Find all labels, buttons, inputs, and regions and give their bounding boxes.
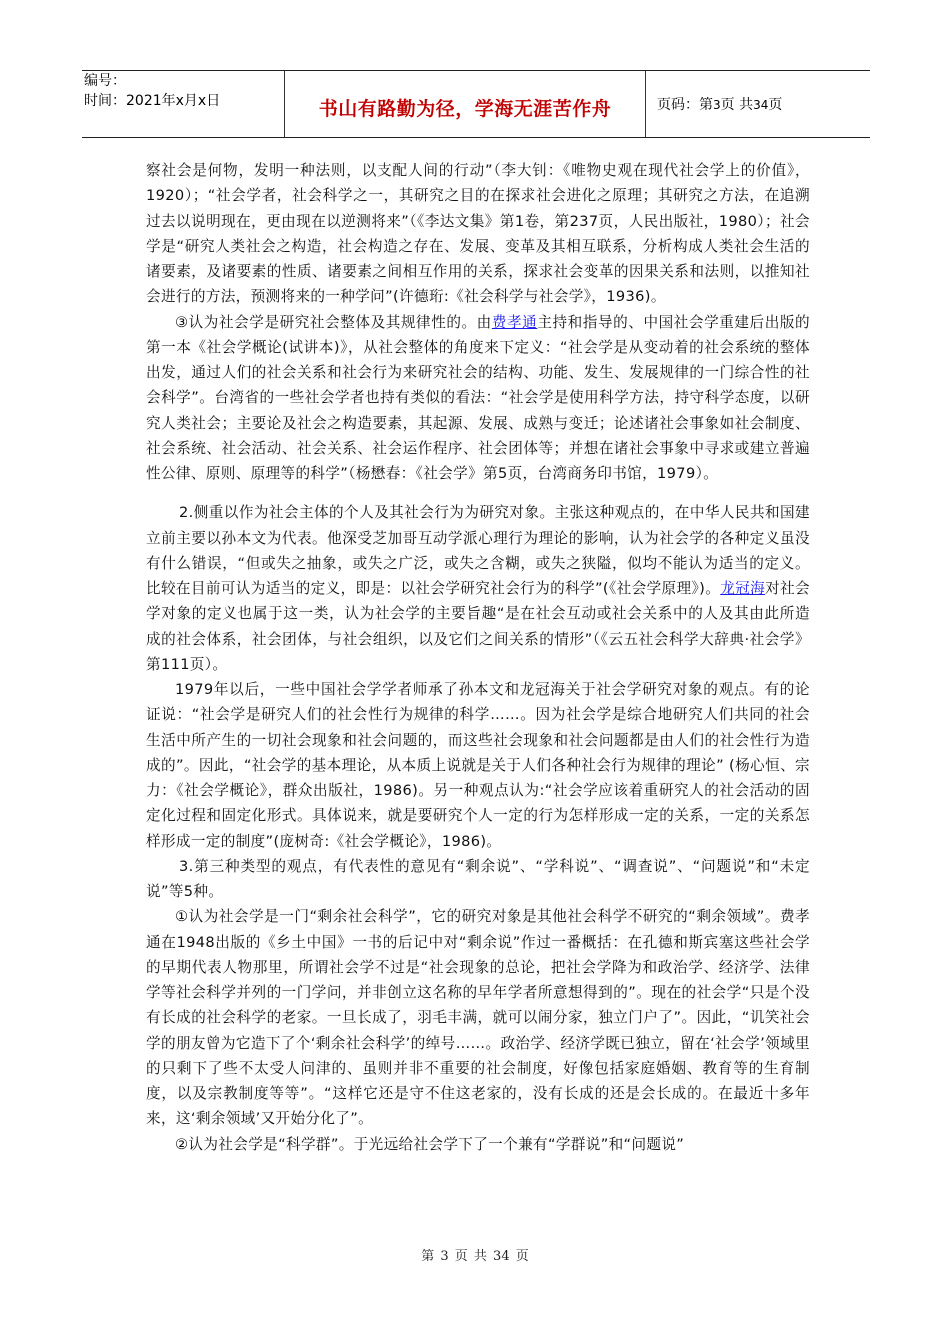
page-total: 34 (753, 98, 769, 112)
paragraph-5: 3.第三种类型的观点，有代表性的意见有“剩余说”、“学科说”、“调查说”、“问题说”和“未定说”等5种。 (146, 857, 810, 900)
page-header (82, 70, 870, 138)
page-prefix: 页码：第 (657, 97, 713, 113)
number-label: 编号： (84, 73, 126, 89)
page-suffix: 页 (768, 97, 783, 113)
document-body (146, 158, 810, 1157)
link-fei-xiaotong[interactable]: 费孝通 (491, 313, 538, 331)
paragraph-4: 1979年以后，一些中国社会学学者师承了孙本文和龙冠海关于社会学研究对象的观点。有的论证说：“社会学是研究人们的社会性行为规律的科学……。因为社会学是综合地研究人们共同的社会生活中所产生的一切社会现象和社会问题的，而这些社会现象和社会问题都是由人们的社会性行为造成的”。因此，“社会学的基本理论，从本质上说就是关于人们各种社会行为规律的理论” (杨心恒、宗力：《社会学概论》，群众出版社，1986)。另一种观点认为:“社会学应该着重研究人的社会活动的固定化过程和固定化形式。具体说来，就是要研究个人一定的行为怎样形成一定的关系，一定的关系怎样形成一定的制度”(庞树奇:《社会学概论》，1986)。 (146, 681, 810, 850)
header-page-info (657, 94, 782, 114)
paragraph-3-text-a: 2.侧重以作为社会主体的个人及其社会行为为研究对象。主张这种观点的，在中华人民共和国建立前主要以孙本文为代表。他深受芝加哥互动学派心理行为理论的影响，认为社会学的各种定义虽没有什么错误，“但或失之抽象，或失之广泛，或失之含糊，或失之狭隘，似均不能认为适当的定义。比较在目前可认为适当的定义，即是：以社会学研究社会行为的科学”(《社会学原理》)。 (146, 504, 810, 597)
header-motto-cell (284, 71, 646, 137)
paragraph-6: ①认为社会学是一门“剩余社会科学”，它的研究对象是其他社会科学不研究的“剩余领域”。费孝通在1948出版的《乡土中国》一书的后记中对“剩余说”作过一番概括：在孔德和斯宾塞这些社会学的早期代表人物那里，所谓社会学不过是“社会现象的总论，把社会学降为和政治学、经济学、法律学等社会科学并列的一门学问，并非创立这名称的早年学者所意想得到的”。现在的社会学“只是个没有长成的社会科学的老家。一旦长成了，羽毛丰满，就可以闹分家，独立门户了”。因此，“讥笑社会学的朋友曾为它造下了个‘剩余社会科学’的绰号……。政治学、经济学既已独立，留在‘社会学’领域里的只剩下了些不太受人问津的、虽则并非不重要的社会制度，好像包括家庭婚姻、教育等的生育制度，以及宗教制度等等”。“这样它还是守不住这老家的，没有长成的还是会长成的。在最近十多年来，这‘剩余领域’又开始分化了”。 (146, 908, 810, 1128)
paragraph-2-text-b: 主持和指导的、中国社会学重建后出版的第一本《社会学概论(试讲本)》，从社会整体的角度来下定义：“社会学是从变动着的社会系统的整体出发，通过人们的社会关系和社会行为来研究社会的结构、功能、发生、发展规律的一门综合性的社会科学”。台湾省的一些社会学者也持有类似的看法：“社会学是使用科学方法，持守科学态度，以研究人类社会；主要论及社会之构造要素，其起源、发展、成熟与变迁；论述诸社会事象如社会制度、社会系统、社会活动、社会关系、社会运作程序、社会团体等；并想在诸社会事象中寻求或建立普遍性公律、原则、原理等的科学”（杨懋春：《社会学》第5页，台湾商务印书馆，1979）。 (146, 313, 810, 482)
paragraph-7: ②认为社会学是“科学群”。于光远给社会学下了一个兼有“学群说”和“问题说” (175, 1135, 685, 1153)
header-motto: 书山有路勤为径，学海无涯苦作舟 (318, 98, 612, 120)
paragraph-2 (146, 310, 810, 487)
page-middle: 页 共 (720, 97, 754, 113)
link-long-guanhai[interactable]: 龙冠海 (720, 580, 766, 597)
paragraph-1: 察社会是何物，发明一种法则，以支配人间的行动”（李大钊：《唯物史观在现代社会学上的价值》，1920）；“社会学者，社会科学之一，其研究之目的在探求社会进化之原理；其研究之方法，在追溯过去以说明现在，更由现在以逆测将来”（《李达文集》第1卷，第237页，人民出版社，1980）；社会学是“研究人类社会之构造，社会构造之存在、发展、变革及其相互联系，分析构成人类社会生活的诸要素，及诸要素的性质、诸要素之间相互作用的关系，探求社会变革的因果关系和法则，以推知社会进行的方法，预测将来的一种学问”(许德珩:《社会科学与社会学》，1936)。 (146, 162, 810, 306)
time-label: 时间：2021年x月x日 (84, 93, 221, 109)
header-meta (82, 71, 284, 137)
paragraph-3-text-b: 对社会学对象的定义也属于这一类，认为社会学的主要旨趣“是在社会互动或社会关系中的人及其由此所造成的社会体系，社会团体，与社会组织，以及它们之间关系的情形”（《云五社会科学大辞典·社会学》第111页）。 (146, 580, 810, 673)
paragraph-3 (146, 500, 810, 677)
page-footer: 第 3 页 共 34 页 (421, 1249, 529, 1264)
page-current: 3 (713, 98, 721, 112)
paragraph-2-text-a: ③认为社会学是研究社会整体及其规律性的。由 (175, 313, 492, 331)
